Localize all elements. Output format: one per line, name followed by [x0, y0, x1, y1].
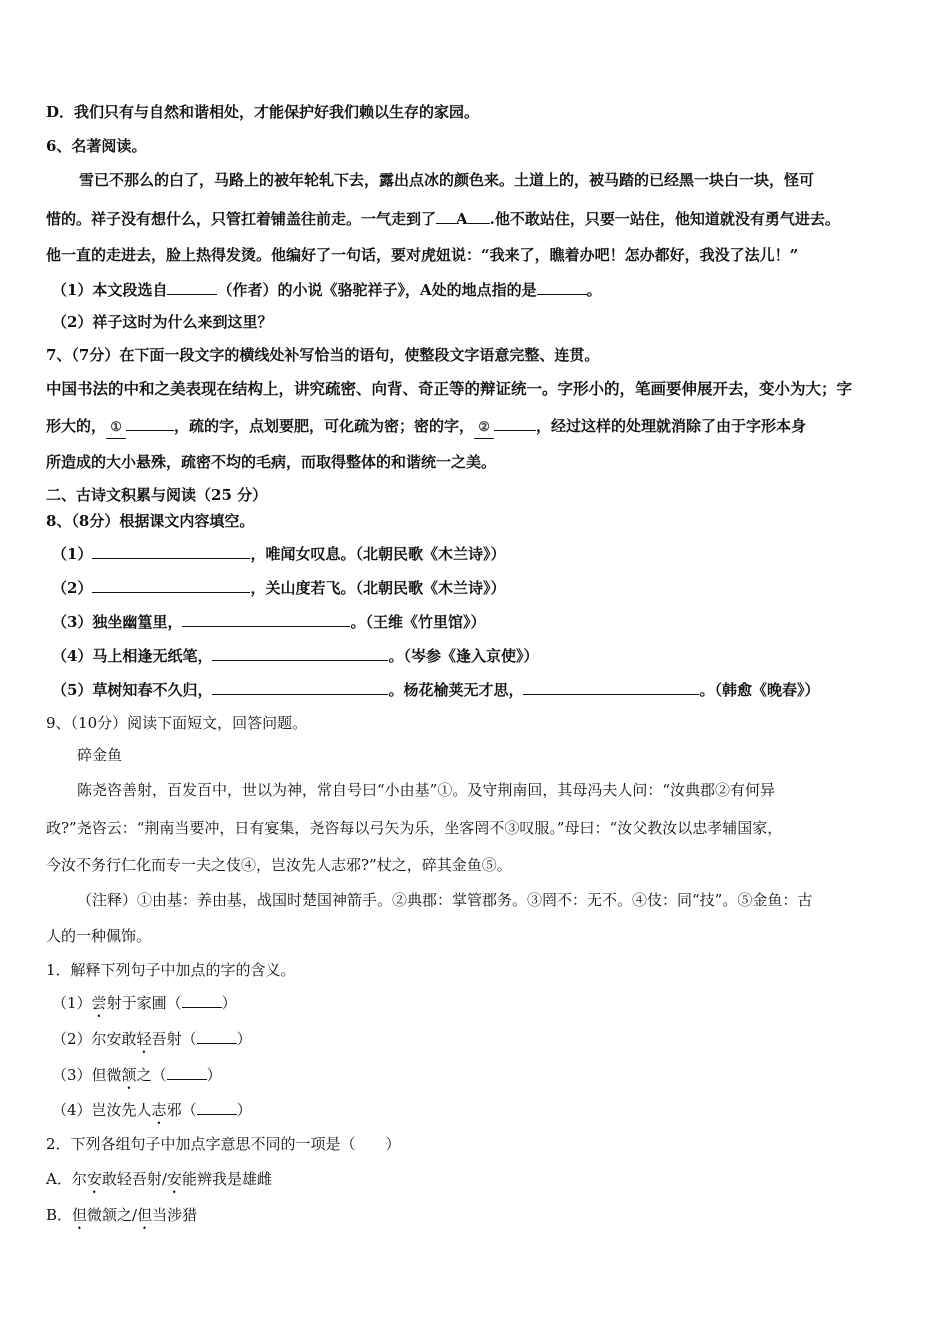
q8-heading: 8、（8分）根据课文内容填空。	[46, 512, 255, 530]
answer-blank[interactable]	[92, 577, 250, 593]
q7-passage-line3: 所造成的大小悬殊，疏密不均的毛病，而取得整体的和谐统一之美。	[46, 453, 497, 471]
q9-sub2-heading: 2．下列各组句子中加点字意思不同的一项是（ ）	[46, 1135, 401, 1153]
section2-heading: 二、古诗文积累与阅读（25 分）	[46, 486, 268, 504]
q9-notes-line2: 人的一种佩饰。	[46, 927, 152, 945]
q7-passage-line2: 形大的， ① ，疏的字，点划要肥，可化疏为密；密的字， ② ，经过这样的处理就消除了由于字形本身	[46, 415, 806, 439]
q9-option-a: A．尔安敢轻吾射/安能辨我是雄雌	[46, 1170, 272, 1188]
q9-notes-line1: （注释）①由基：养由基，战国时楚国神箭手。②典郡：掌管郡务。③罔不：无不。④伎：同“技”。⑤金鱼：古	[77, 891, 813, 909]
q8-item3: （3）独坐幽篁里， 。（王维《竹里馆》）	[52, 613, 486, 631]
answer-blank[interactable]	[126, 415, 174, 431]
q9-sub1-heading: 1．解释下列句子中加点的字的含义。	[46, 961, 296, 979]
q6-heading: 6、名著阅读。	[46, 137, 147, 155]
q8-item1: （1） ，唯闻女叹息。（北朝民歌《木兰诗》）	[52, 545, 506, 563]
q6-sub1: （1）本文段选自 （作者）的小说《骆驼祥子》，A处的地点指的是 。	[52, 281, 602, 299]
q7-heading: 7、（7分）在下面一段文字的横线处补写恰当的语句，使整段文字语意完整、连贯。	[46, 346, 600, 364]
q8-item4: （4）马上相逢无纸笔， 。（岑参《逢入京使》）	[52, 647, 539, 665]
q9-sub1-item1: （1）尝射于家圃（ ）	[52, 994, 237, 1012]
answer-blank[interactable]	[212, 645, 388, 661]
blank-marker-2: ②	[474, 418, 494, 439]
answer-blank[interactable]	[197, 1028, 237, 1044]
q9-passage-line2: 政?”尧咨云：“荆南当要冲，日有宴集，尧咨每以弓矢为乐，坐客罔不③叹服。”母曰：“汝父教汝以忠孝辅国家，	[46, 819, 783, 837]
q9-option-b: B．但微颔之/但当涉猎	[46, 1206, 198, 1224]
q6-passage-line2: 惜的。祥子没有想什么，只管扛着铺盖往前走。一气走到了 A .他不敢站住，只要一站住，他知道就没有勇气进去。	[46, 210, 840, 228]
q7-passage-line1: 中国书法的中和之美表现在结构上，讲究疏密、向背、奇正等的辩证统一。字形小的，笔画要伸展开去，变小为大；字	[46, 379, 853, 398]
q6-passage-line1: 雪已不那么的白了，马路上的被年轮轧下去，露出点冰的颜色来。土道上的，被马踏的已经黑一块白一块，怪可	[79, 171, 815, 189]
q9-sub1-item2: （2）尔安敢轻吾射（ ）	[52, 1030, 252, 1048]
answer-blank[interactable]	[182, 992, 222, 1008]
answer-blank[interactable]	[167, 279, 217, 295]
q9-sub1-item4: （4）岂汝先人志邪（ ）	[52, 1101, 252, 1119]
q6-sub2: （2）祥子这时为什么来到这里？	[52, 313, 273, 331]
answer-blank[interactable]	[494, 415, 536, 431]
q9-sub1-item3: （3）但微颔之（ ）	[52, 1066, 222, 1084]
answer-blank[interactable]	[212, 679, 388, 695]
q9-title: 碎金鱼	[77, 746, 123, 764]
q9-passage-line3: 今汝不务行仁化而专一夫之伎④，岂汝先人志邪?”杖之，碎其金鱼⑤。	[46, 856, 512, 874]
answer-blank[interactable]	[537, 279, 587, 295]
answer-blank[interactable]	[92, 543, 250, 559]
q9-heading: 9、（10分）阅读下面短文，回答问题。	[46, 714, 308, 732]
blank-marker-1: ①	[106, 418, 126, 439]
answer-blank[interactable]	[182, 611, 350, 627]
answer-blank[interactable]	[523, 679, 699, 695]
q6-passage-line3: 他一直的走进去，脸上热得发烫。他编好了一句话，要对虎妞说：“我来了，瞧着办吧！怎办都好，我没了法儿！”	[46, 246, 799, 264]
answer-blank[interactable]	[167, 1064, 207, 1080]
q9-passage-line1: 陈尧咨善射，百发百中，世以为神，常自号曰“小由基”①。及守荆南回，其母冯夫人问：“汝典郡②有何异	[77, 781, 776, 799]
answer-blank[interactable]	[197, 1099, 237, 1115]
option-d: D．我们只有与自然和谐相处，才能保护好我们赖以生存的家园。	[46, 103, 480, 121]
q8-item2: （2） ，关山度若飞。（北朝民歌《木兰诗》）	[52, 579, 506, 597]
q8-item5: （5）草树知春不久归， 。杨花榆荚无才思， 。（韩愈《晚春》）	[52, 681, 820, 699]
